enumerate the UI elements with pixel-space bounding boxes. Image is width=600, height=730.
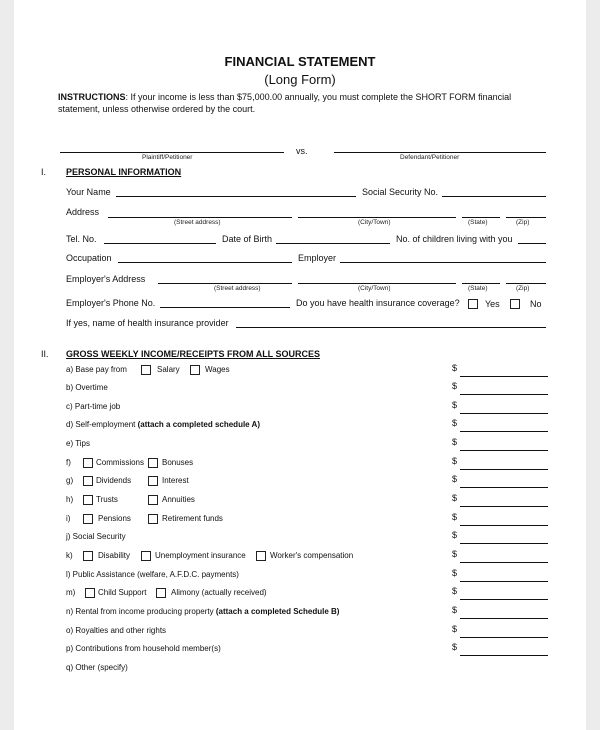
wages-checkbox[interactable] (190, 365, 200, 375)
form-title: FINANCIAL STATEMENT (224, 54, 376, 69)
amount-e-field[interactable] (460, 450, 548, 451)
dollar-k: $ (452, 549, 458, 559)
vs-label: vs. (296, 146, 308, 156)
section-2-numeral: II. (41, 349, 49, 359)
employer-city-caption: (City/Town) (358, 285, 391, 292)
employer-state-caption: (State) (468, 285, 488, 292)
interest-checkbox[interactable] (148, 476, 158, 486)
salary-checkbox[interactable] (141, 365, 151, 375)
defendant-line[interactable] (334, 152, 546, 153)
dividends-checkbox[interactable] (83, 476, 93, 486)
employer-phone-field[interactable] (160, 307, 290, 308)
defendant-label: Defendant/Petitioner (400, 154, 460, 161)
row-d-text: d) Self-employment (66, 420, 136, 429)
row-p-label: p) Contributions from household member(s) (66, 644, 221, 653)
dollar-j: $ (452, 530, 458, 540)
row-n-bold: (attach a completed Schedule B) (215, 607, 340, 616)
dollar-o: $ (452, 624, 458, 634)
trusts-label: Trusts (96, 495, 118, 504)
row-o-label: o) Royalties and other rights (66, 626, 167, 635)
amount-d-field[interactable] (460, 431, 548, 432)
unemployment-label: Unemployment insurance (155, 551, 246, 560)
address-state-caption: (State) (468, 219, 488, 226)
annuities-label: Annuities (162, 495, 195, 504)
amount-j-field[interactable] (460, 543, 548, 544)
row-l-label: l) Public Assistance (welfare, A.F.D.C. payments) (66, 570, 239, 579)
dollar-d: $ (452, 418, 458, 428)
disability-checkbox[interactable] (83, 551, 93, 561)
row-d-label (66, 420, 260, 429)
wages-label: Wages (205, 365, 230, 374)
row-g-label: g) (66, 476, 74, 485)
amount-l-field[interactable] (460, 581, 548, 582)
ssn-label: Social Security No. (362, 187, 439, 197)
employer-city-field[interactable] (298, 283, 456, 284)
children-field[interactable] (518, 243, 546, 244)
address-street-field[interactable] (108, 217, 292, 218)
row-i-label: i) (66, 514, 71, 523)
employer-label: Employer (298, 253, 337, 263)
instructions-line-2: statement, unless otherwise ordered by the court. (58, 104, 256, 114)
row-k-label: k) (66, 551, 73, 560)
bonuses-checkbox[interactable] (148, 458, 158, 468)
address-zip-caption: (Zip) (516, 219, 530, 226)
employer-phone-label: Employer's Phone No. (66, 298, 156, 308)
dollar-p: $ (452, 642, 458, 652)
row-n-label (66, 607, 339, 616)
row-c-label: c) Part-time job (66, 402, 121, 411)
your-name-label: Your Name (66, 187, 111, 197)
employer-street-caption: (Street address) (214, 285, 261, 292)
insurance-question: Do you have health insurance coverage? (296, 298, 460, 308)
your-name-field[interactable] (116, 196, 356, 197)
amount-p-field[interactable] (460, 655, 548, 656)
instructions-label: INSTRUCTIONS (58, 92, 126, 102)
row-m-label: m) (66, 588, 76, 597)
amount-g-field[interactable] (460, 487, 548, 488)
row-q-label: q) Other (specify) (66, 663, 128, 672)
dob-field[interactable] (276, 243, 390, 244)
pensions-label: Pensions (98, 514, 131, 523)
workers-comp-label: Worker's compensation (270, 551, 354, 560)
commissions-checkbox[interactable] (83, 458, 93, 468)
row-j-label: j) Social Security (66, 532, 126, 541)
address-label: Address (66, 207, 100, 217)
instructions-text: : If your income is less than $75,000.00 annually, you must complete the SHORT FORM financial (125, 92, 512, 102)
amount-o-field[interactable] (460, 637, 548, 638)
alimony-label: Alimony (actually received) (171, 588, 267, 597)
amount-k-field[interactable] (460, 562, 548, 563)
row-e-label: e) Tips (66, 439, 91, 448)
insurance-no-label: No (530, 299, 542, 309)
dollar-n: $ (452, 605, 458, 615)
trusts-checkbox[interactable] (83, 495, 93, 505)
amount-h-field[interactable] (460, 506, 548, 507)
dollar-f: $ (452, 456, 458, 466)
occupation-field[interactable] (118, 262, 292, 263)
address-zip-field[interactable] (506, 217, 546, 218)
dollar-c: $ (452, 400, 458, 410)
occupation-label: Occupation (66, 253, 112, 263)
insurance-yes-checkbox[interactable] (468, 299, 478, 309)
row-d-bold: (attach a completed schedule A) (137, 420, 260, 429)
employer-street-field[interactable] (158, 283, 292, 284)
dob-label: Date of Birth (222, 234, 273, 244)
employer-address-label: Employer's Address (66, 274, 146, 284)
employer-field[interactable] (340, 262, 546, 263)
children-label: No. of children living with you (396, 234, 513, 244)
retirement-checkbox[interactable] (148, 514, 158, 524)
bonuses-label: Bonuses (162, 458, 194, 467)
address-city-field[interactable] (298, 217, 456, 218)
section-1-numeral: I. (41, 167, 47, 177)
employer-state-field[interactable] (462, 283, 500, 284)
dollar-b: $ (452, 381, 458, 391)
retirement-label: Retirement funds (162, 514, 223, 523)
dollar-g: $ (452, 474, 458, 484)
dollar-h: $ (452, 493, 458, 503)
row-a-label: a) Base pay from (66, 365, 127, 374)
employer-zip-field[interactable] (506, 283, 546, 284)
plaintiff-line[interactable] (60, 152, 284, 153)
child-support-checkbox[interactable] (85, 588, 95, 598)
unemployment-checkbox[interactable] (141, 551, 151, 561)
ssn-field[interactable] (442, 196, 546, 197)
form-subtitle: (Long Form) (264, 72, 336, 87)
row-n-text: n) Rental from income producing property (66, 607, 214, 616)
dollar-l: $ (452, 568, 458, 578)
tel-field[interactable] (104, 243, 216, 244)
address-city-caption: (City/Town) (358, 219, 391, 226)
instructions-line-1 (58, 92, 511, 102)
employer-zip-caption: (Zip) (516, 285, 530, 292)
row-b-label: b) Overtime (66, 383, 108, 392)
disability-label: Disability (98, 551, 131, 560)
address-street-caption: (Street address) (174, 219, 221, 226)
pensions-checkbox[interactable] (83, 514, 93, 524)
alimony-checkbox[interactable] (156, 588, 166, 598)
amount-m-field[interactable] (460, 599, 548, 600)
section-2-heading: GROSS WEEKLY INCOME/RECEIPTS FROM ALL SOURCES (66, 349, 321, 359)
tel-label: Tel. No. (66, 234, 97, 244)
dollar-m: $ (452, 586, 458, 596)
amount-b-field[interactable] (460, 394, 548, 395)
address-state-field[interactable] (462, 217, 500, 218)
amount-a-field[interactable] (460, 376, 548, 377)
dollar-e: $ (452, 437, 458, 447)
row-h-label: h) (66, 495, 74, 504)
amount-i-field[interactable] (460, 525, 548, 526)
dollar-i: $ (452, 512, 458, 522)
plaintiff-label: Plaintiff/Petitioner (142, 154, 193, 161)
form-page (14, 0, 586, 730)
dividends-label: Dividends (96, 476, 132, 485)
interest-label: Interest (162, 476, 189, 485)
provider-field[interactable] (236, 327, 546, 328)
row-f-label: f) (66, 458, 71, 467)
workers-comp-checkbox[interactable] (256, 551, 266, 561)
commissions-label: Commissions (96, 458, 145, 467)
salary-label: Salary (157, 365, 180, 374)
section-1-heading: PERSONAL INFORMATION (66, 167, 182, 177)
insurance-no-checkbox[interactable] (510, 299, 520, 309)
annuities-checkbox[interactable] (148, 495, 158, 505)
amount-n-field[interactable] (460, 618, 548, 619)
child-support-label: Child Support (98, 588, 147, 597)
provider-label: If yes, name of health insurance provider (66, 318, 229, 328)
amount-f-field[interactable] (460, 469, 548, 470)
amount-c-field[interactable] (460, 413, 548, 414)
dollar-a: $ (452, 363, 458, 373)
insurance-yes-label: Yes (485, 299, 500, 309)
